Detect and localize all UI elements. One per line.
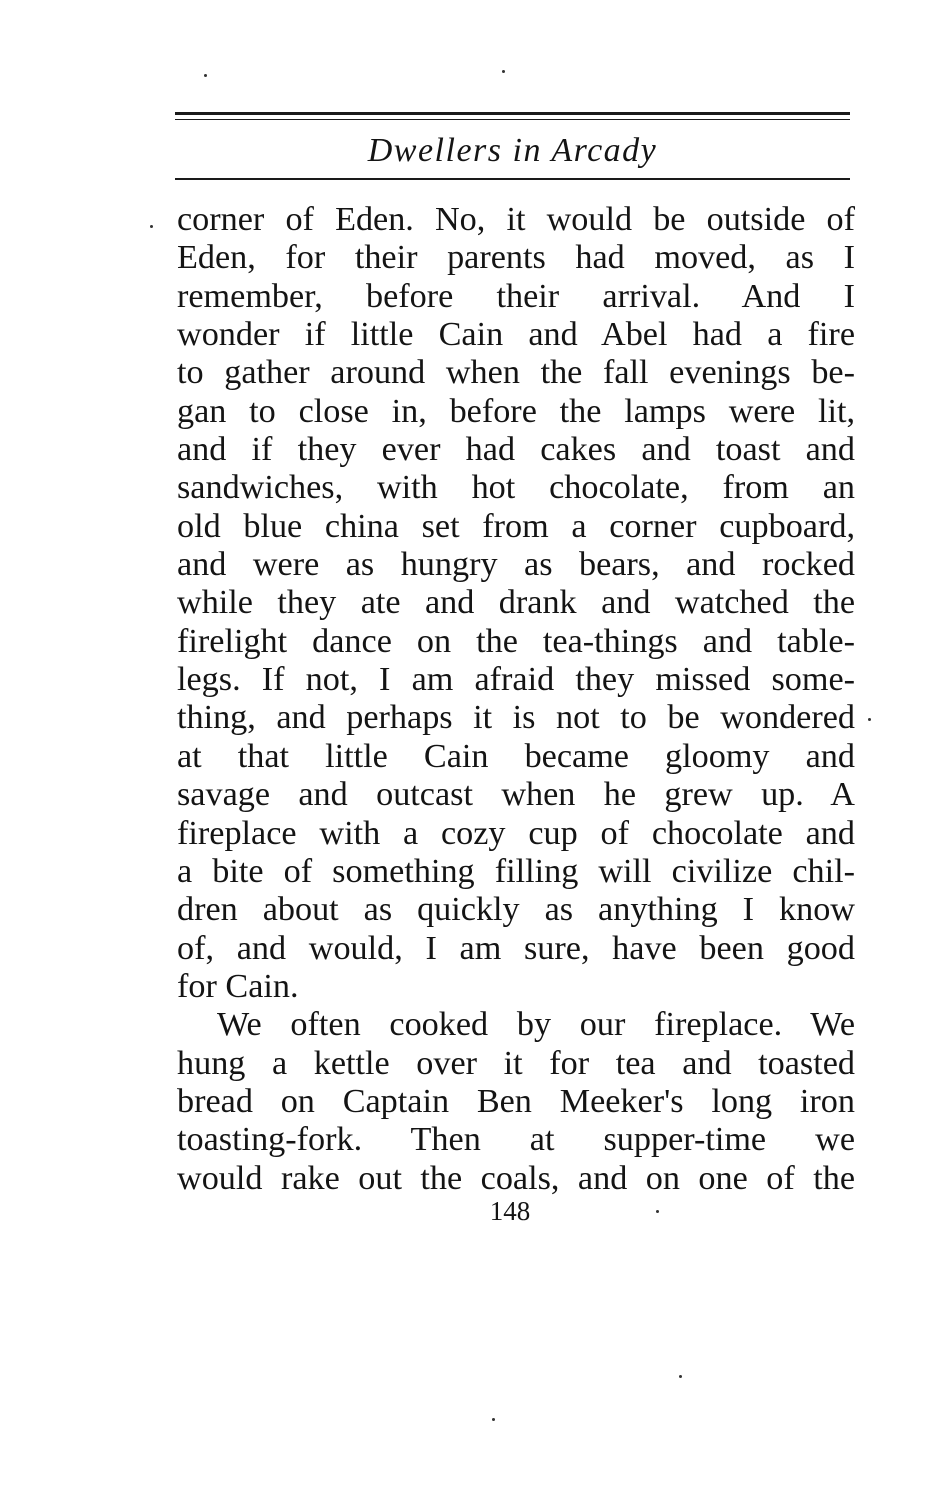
- text-line: for Cain.: [177, 967, 299, 1005]
- scan-speck: [656, 1210, 659, 1213]
- header-rule-thin: [175, 119, 850, 120]
- header-bottom-rule: [175, 178, 850, 180]
- text-line: sandwiches, with hot chocolate, from an: [177, 469, 855, 507]
- scan-speck: [204, 74, 207, 77]
- text-line: at that little Cain became gloomy and: [177, 737, 855, 775]
- text-line: legs. If not, I am afraid they missed some-: [177, 661, 855, 699]
- text-line: would rake out the coals, and on one of the: [177, 1159, 855, 1197]
- text-line: hung a kettle over it for tea and toasted: [177, 1044, 855, 1082]
- scan-speck: [150, 225, 153, 228]
- text-line: corner of Eden. No, it would be outside of: [177, 201, 855, 238]
- text-line: We often cooked by our fireplace. We: [217, 1006, 855, 1044]
- text-line: toasting-fork. Then at supper-time we: [177, 1121, 855, 1159]
- text-line: firelight dance on the tea-things and table-: [177, 622, 855, 660]
- text-line: of, and would, I am sure, have been good: [177, 929, 855, 967]
- text-line: Eden, for their parents had moved, as I: [177, 239, 855, 277]
- text-line: remember, before their arrival. And I: [177, 277, 855, 315]
- text-line: and if they ever had cakes and toast and: [177, 431, 855, 469]
- scan-speck: [502, 70, 505, 73]
- scan-speck: [492, 1418, 495, 1421]
- body-text: [177, 201, 855, 1198]
- text-line: while they ate and drank and watched the: [177, 584, 855, 622]
- text-line: a bite of something filling will civilize chil-: [177, 852, 855, 890]
- text-line: and were as hungry as bears, and rocked: [177, 546, 855, 584]
- text-line: fireplace with a cozy cup of chocolate and: [177, 814, 855, 852]
- text-line: gan to close in, before the lamps were lit,: [177, 392, 855, 430]
- text-line: dren about as quickly as anything I know: [177, 891, 855, 929]
- text-line: to gather around when the fall evenings be-: [177, 354, 855, 392]
- text-line: bread on Captain Ben Meeker's long iron: [177, 1082, 855, 1120]
- text-line: savage and outcast when he grew up. A: [177, 776, 855, 814]
- header-double-rule: [175, 112, 850, 120]
- text-line: wonder if little Cain and Abel had a fire: [177, 316, 855, 354]
- text-line: thing, and perhaps it is not to be wondered: [177, 699, 855, 737]
- scan-speck: [868, 718, 871, 721]
- header-rule-thick: [175, 112, 850, 115]
- scan-speck: [679, 1375, 682, 1378]
- running-head-title: Dwellers in Arcady: [367, 132, 658, 169]
- page-number: 148: [489, 1196, 531, 1226]
- text-line: old blue china set from a corner cupboard,: [177, 507, 855, 545]
